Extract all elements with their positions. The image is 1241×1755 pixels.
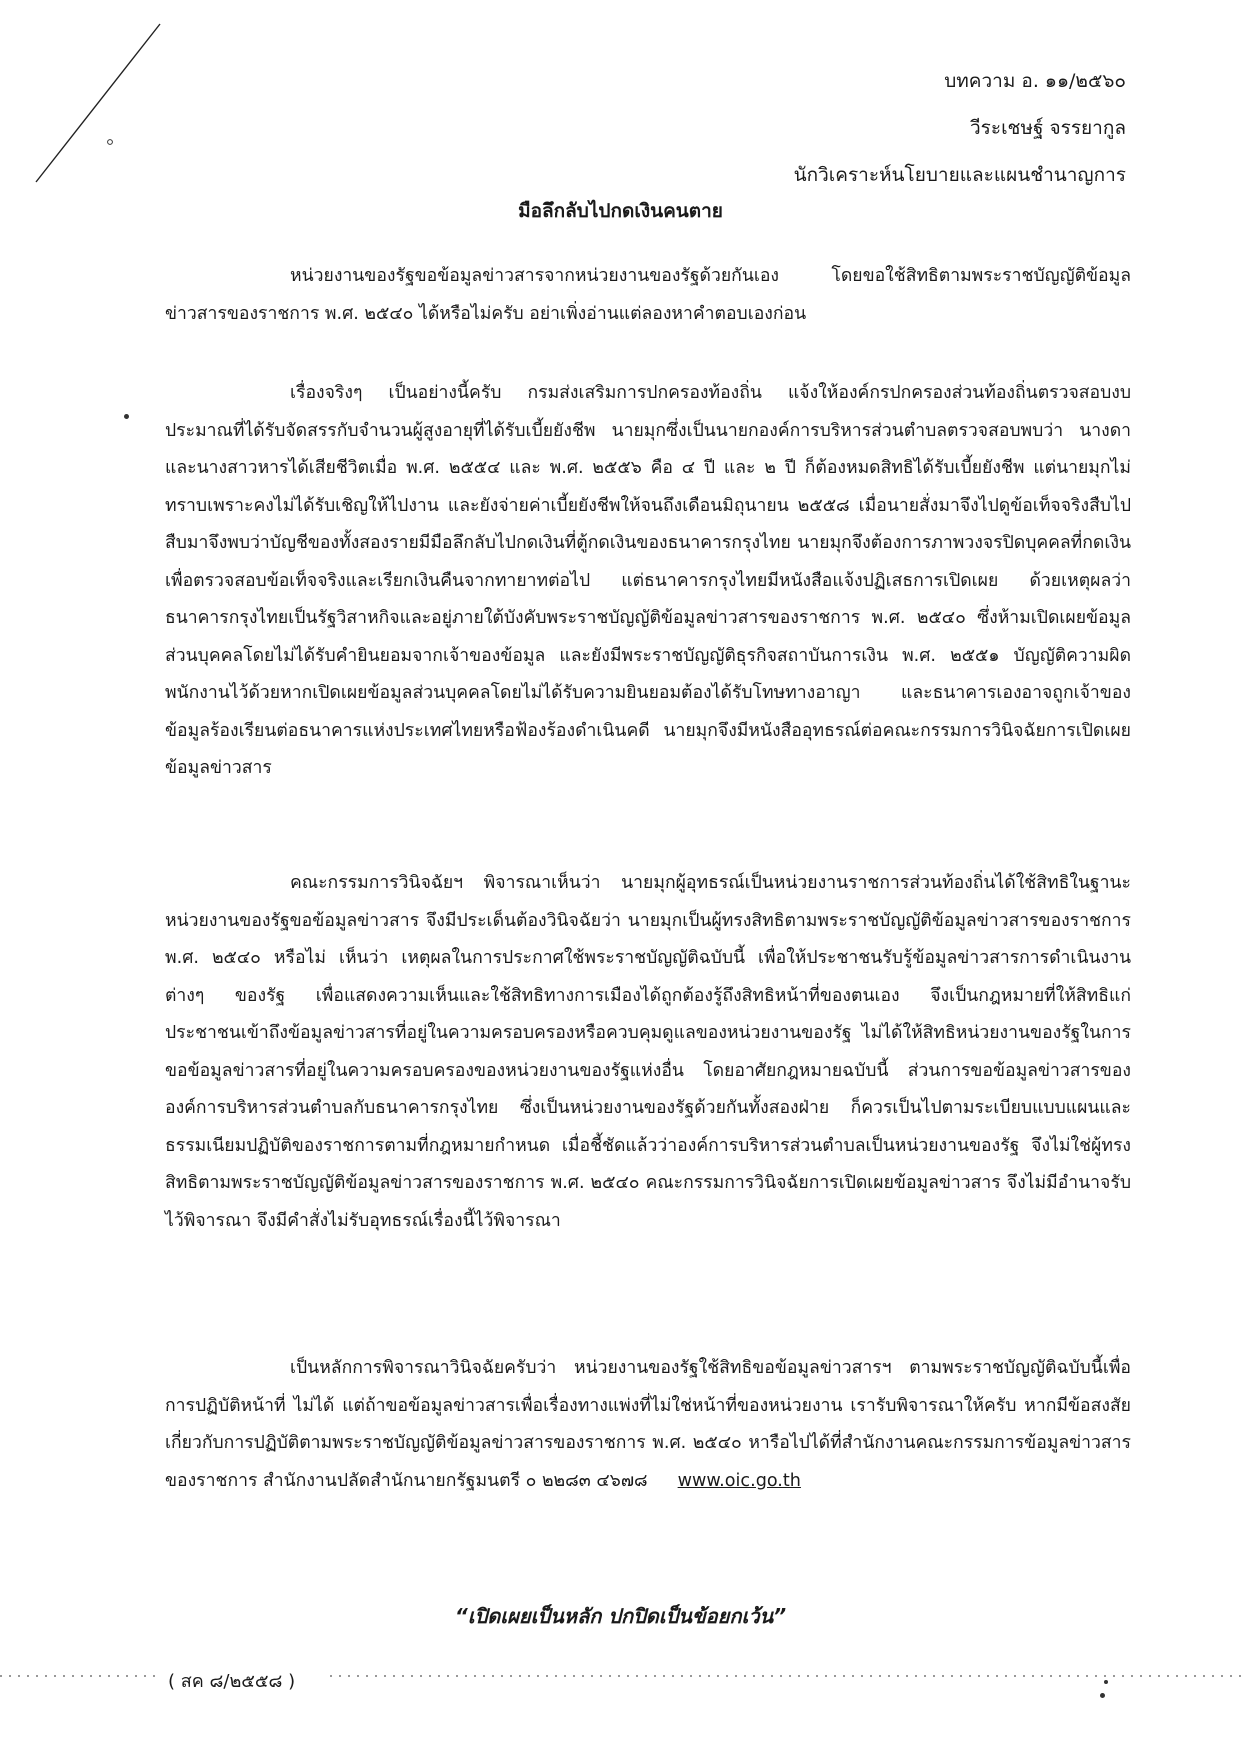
scan-artifact-dot	[1100, 1693, 1105, 1698]
article-code: บทความ อ. ๑๑/๒๕๖๐	[944, 70, 1126, 92]
paragraph-text: เรื่องจริงๆ เป็นอย่างนี้ครับ กรมส่งเสริมการปกครองท้องถิ่น แจ้งให้องค์กรปกครองส่วนท้องถิ่นตรวจสอบงบประมาณที่ได้รับจัดสรรกับจำนวนผู้สูงอายุที่ได้รับเบี้ยยังชีพ นายมุกซึ่งเป็นนายกองค์การบริหารส่วนตำบลตรวจสอบพบว่า นางดาและนางสาวหารได้เสียชีวิตเมื่อ พ.ศ. ๒๕๕๔ และ พ.ศ. ๒๕๕๖ คือ ๔ ปี และ ๒ ปี ก็ต้องหมดสิทธิได้รับเบี้ยยังชีพ แต่นายมุกไม่ทราบเพราะคงไม่ได้รับเชิญให้ไปงาน และยังจ่ายค่าเบี้ยยังชีพให้จนถึงเดือนมิถุนายน ๒๕๕๘ เมื่อนายสั่งมาจึงไปดูข้อเท็จจริงสืบไปสืบมาจึงพบว่าบัญชีของทั้งสองรายมีมือลึกลับไปกดเงินที่ตู้กดเงินของธนาคารกรุงไทย นายมุกจึงต้องการภาพวงจรปิดบุคคลที่กดเงิน เพื่อตรวจสอบข้อเท็จจริงและเรียกเงินคืนจากทายาทต่อไป แต่ธนาคารกรุงไทยมีหนังสือแจ้งปฏิเสธการเปิดเผย ด้วยเหตุผลว่าธนาคารกรุงไทยเป็นรัฐวิสาหกิจและอยู่ภายใต้บังคับพระราชบัญญัติข้อมูลข่าวสารของราชการ พ.ศ. ๒๕๔๐ ซึ่งห้ามเปิดเผยข้อมูลส่วนบุคคลโดยไม่ได้รับคำยินยอมจากเจ้าของข้อมูล และยังมีพระราชบัญญัติธุรกิจสถาบันการเงิน พ.ศ. ๒๕๕๑ บัญญัติความผิดพนักงานไว้ด้วยหากเปิดเผยข้อมูลส่วนบุคคลโดยไม่ได้รับความยินยอมต้องได้รับโทษทางอาญา และธนาคารเองอาจถูกเจ้าของข้อมูลร้องเรียนต่อธนาคารแห่งประเทศไทยหรือฟ้องร้องดำเนินคดี นายมุกจึงมีหนังสืออุทธรณ์ต่อคณะกรรมการวินิจฉัยการเปิดเผยข้อมูลข่าวสาร	[165, 383, 1131, 778]
scan-artifact-dot	[1104, 1680, 1108, 1684]
paragraph-text	[165, 1350, 1131, 1500]
paragraph-text: คณะกรรมการวินิจฉัยฯ พิจารณาเห็นว่า นายมุกผู้อุทธรณ์เป็นหน่วยงานราชการส่วนท้องถิ่นได้ใช้สิทธิในฐานะหน่วยงานของรัฐขอข้อมูลข่าวสาร จึงมีประเด็นต้องวินิจฉัยว่า นายมุกเป็นผู้ทรงสิทธิตามพระราชบัญญัติข้อมูลข่าวสารของราชการ พ.ศ. ๒๕๔๐ หรือไม่ เห็นว่า เหตุผลในการประกาศใช้พระราชบัญญัติฉบับนี้ เพื่อให้ประชาชนรับรู้ข้อมูลข่าวสารการดำเนินงานต่างๆ ของรัฐ เพื่อแสดงความเห็นและใช้สิทธิทางการเมืองได้ถูกต้องรู้ถึงสิทธิหน้าที่ของตนเอง จึงเป็นกฎหมายที่ให้สิทธิแก่ประชาชนเข้าถึงข้อมูลข่าวสารที่อยู่ในความครอบครองหรือควบคุมดูแลของหน่วยงานของรัฐ ไม่ได้ให้สิทธิหน่วยงานของรัฐในการขอข้อมูลข่าวสารที่อยู่ในความครอบครองของหน่วยงานของรัฐแห่งอื่น โดยอาศัยกฎหมายฉบับนี้ ส่วนการขอข้อมูลข่าวสารขององค์การบริหารส่วนตำบลกับธนาคารกรุงไทย ซึ่งเป็นหน่วยงานของรัฐด้วยกันทั้งสองฝ่าย ก็ควรเป็นไปตามระเบียบแบบแผนและธรรมเนียมปฏิบัติของราชการตามที่กฎหมายกำหนด เมื่อชี้ชัดแล้วว่าองค์การบริหารส่วนตำบลเป็นหน่วยงานของรัฐ จึงไม่ใช่ผู้ทรงสิทธิตามพระราชบัญญัติข้อมูลข่าวสารของราชการ พ.ศ. ๒๕๔๐ คณะกรรมการวินิจฉัยการเปิดเผยข้อมูลข่าวสาร จึงไม่มีอำนาจรับไว้พิจารณา จึงมีคำสั่งไม่รับอุทธรณ์เรื่องนี้ไว้พิจารณา	[165, 873, 1131, 1231]
scan-artifact-dot	[124, 414, 129, 419]
scan-artifact-stroke	[30, 20, 170, 190]
document-code: ( สค ๘/๒๕๕๘ )	[168, 1671, 296, 1692]
article-title: มือลึกลับไปกดเงินคนตาย	[518, 200, 723, 222]
author-position: นักวิเคราะห์นโยบายและแผนชำนาญการ	[793, 164, 1126, 186]
paragraph-text: หน่วยงานของรัฐขอข้อมูลข่าวสารจากหน่วยงานของรัฐด้วยกันเอง โดยขอใช้สิทธิตามพระราชบัญญัติข้อมูลข่าวสารของราชการ พ.ศ. ๒๕๔๐ ได้หรือไม่ครับ อย่าเพิ่งอ่านแต่ลองหาคำตอบเองก่อน	[165, 266, 1131, 324]
article-header	[794, 58, 1126, 199]
slogan: “เปิดเผยเป็นหลัก ปกปิดเป็นข้อยกเว้น”	[454, 1604, 787, 1628]
paragraph-ruling	[165, 865, 1131, 1240]
paragraph-facts	[165, 375, 1131, 788]
paragraph-conclusion	[165, 1350, 1131, 1500]
paragraph-conclusion-text: เป็นหลักการพิจารณาวินิจฉัยครับว่า หน่วยงานของรัฐใช้สิทธิขอข้อมูลข่าวสารฯ ตามพระราชบัญญัติฉบับนี้เพื่อการปฏิบัติหน้าที่ ไม่ได้ แต่ถ้าขอข้อมูลข่าวสารเพื่อเรื่องทางแพ่งที่ไม่ใช่หน้าที่ของหน่วยงาน เรารับพิจารณาให้ครับ หากมีข้อสงสัยเกี่ยวกับการปฏิบัติตามพระราชบัญญัติข้อมูลข่าวสารของราชการ พ.ศ. ๒๕๔๐ หารือไปได้ที่สำนักงานคณะกรรมการข้อมูลข่าวสารของราชการ สำนักงานปลัดสำนักนายกรัฐมนตรี ๐ ๒๒๘๓ ๔๖๗๘	[165, 1358, 1131, 1491]
website-link[interactable]: www.oic.go.th	[677, 1470, 801, 1491]
paragraph-intro	[165, 258, 1131, 333]
author-name: วีระเชษฐ์ จรรยากูล	[969, 117, 1126, 139]
